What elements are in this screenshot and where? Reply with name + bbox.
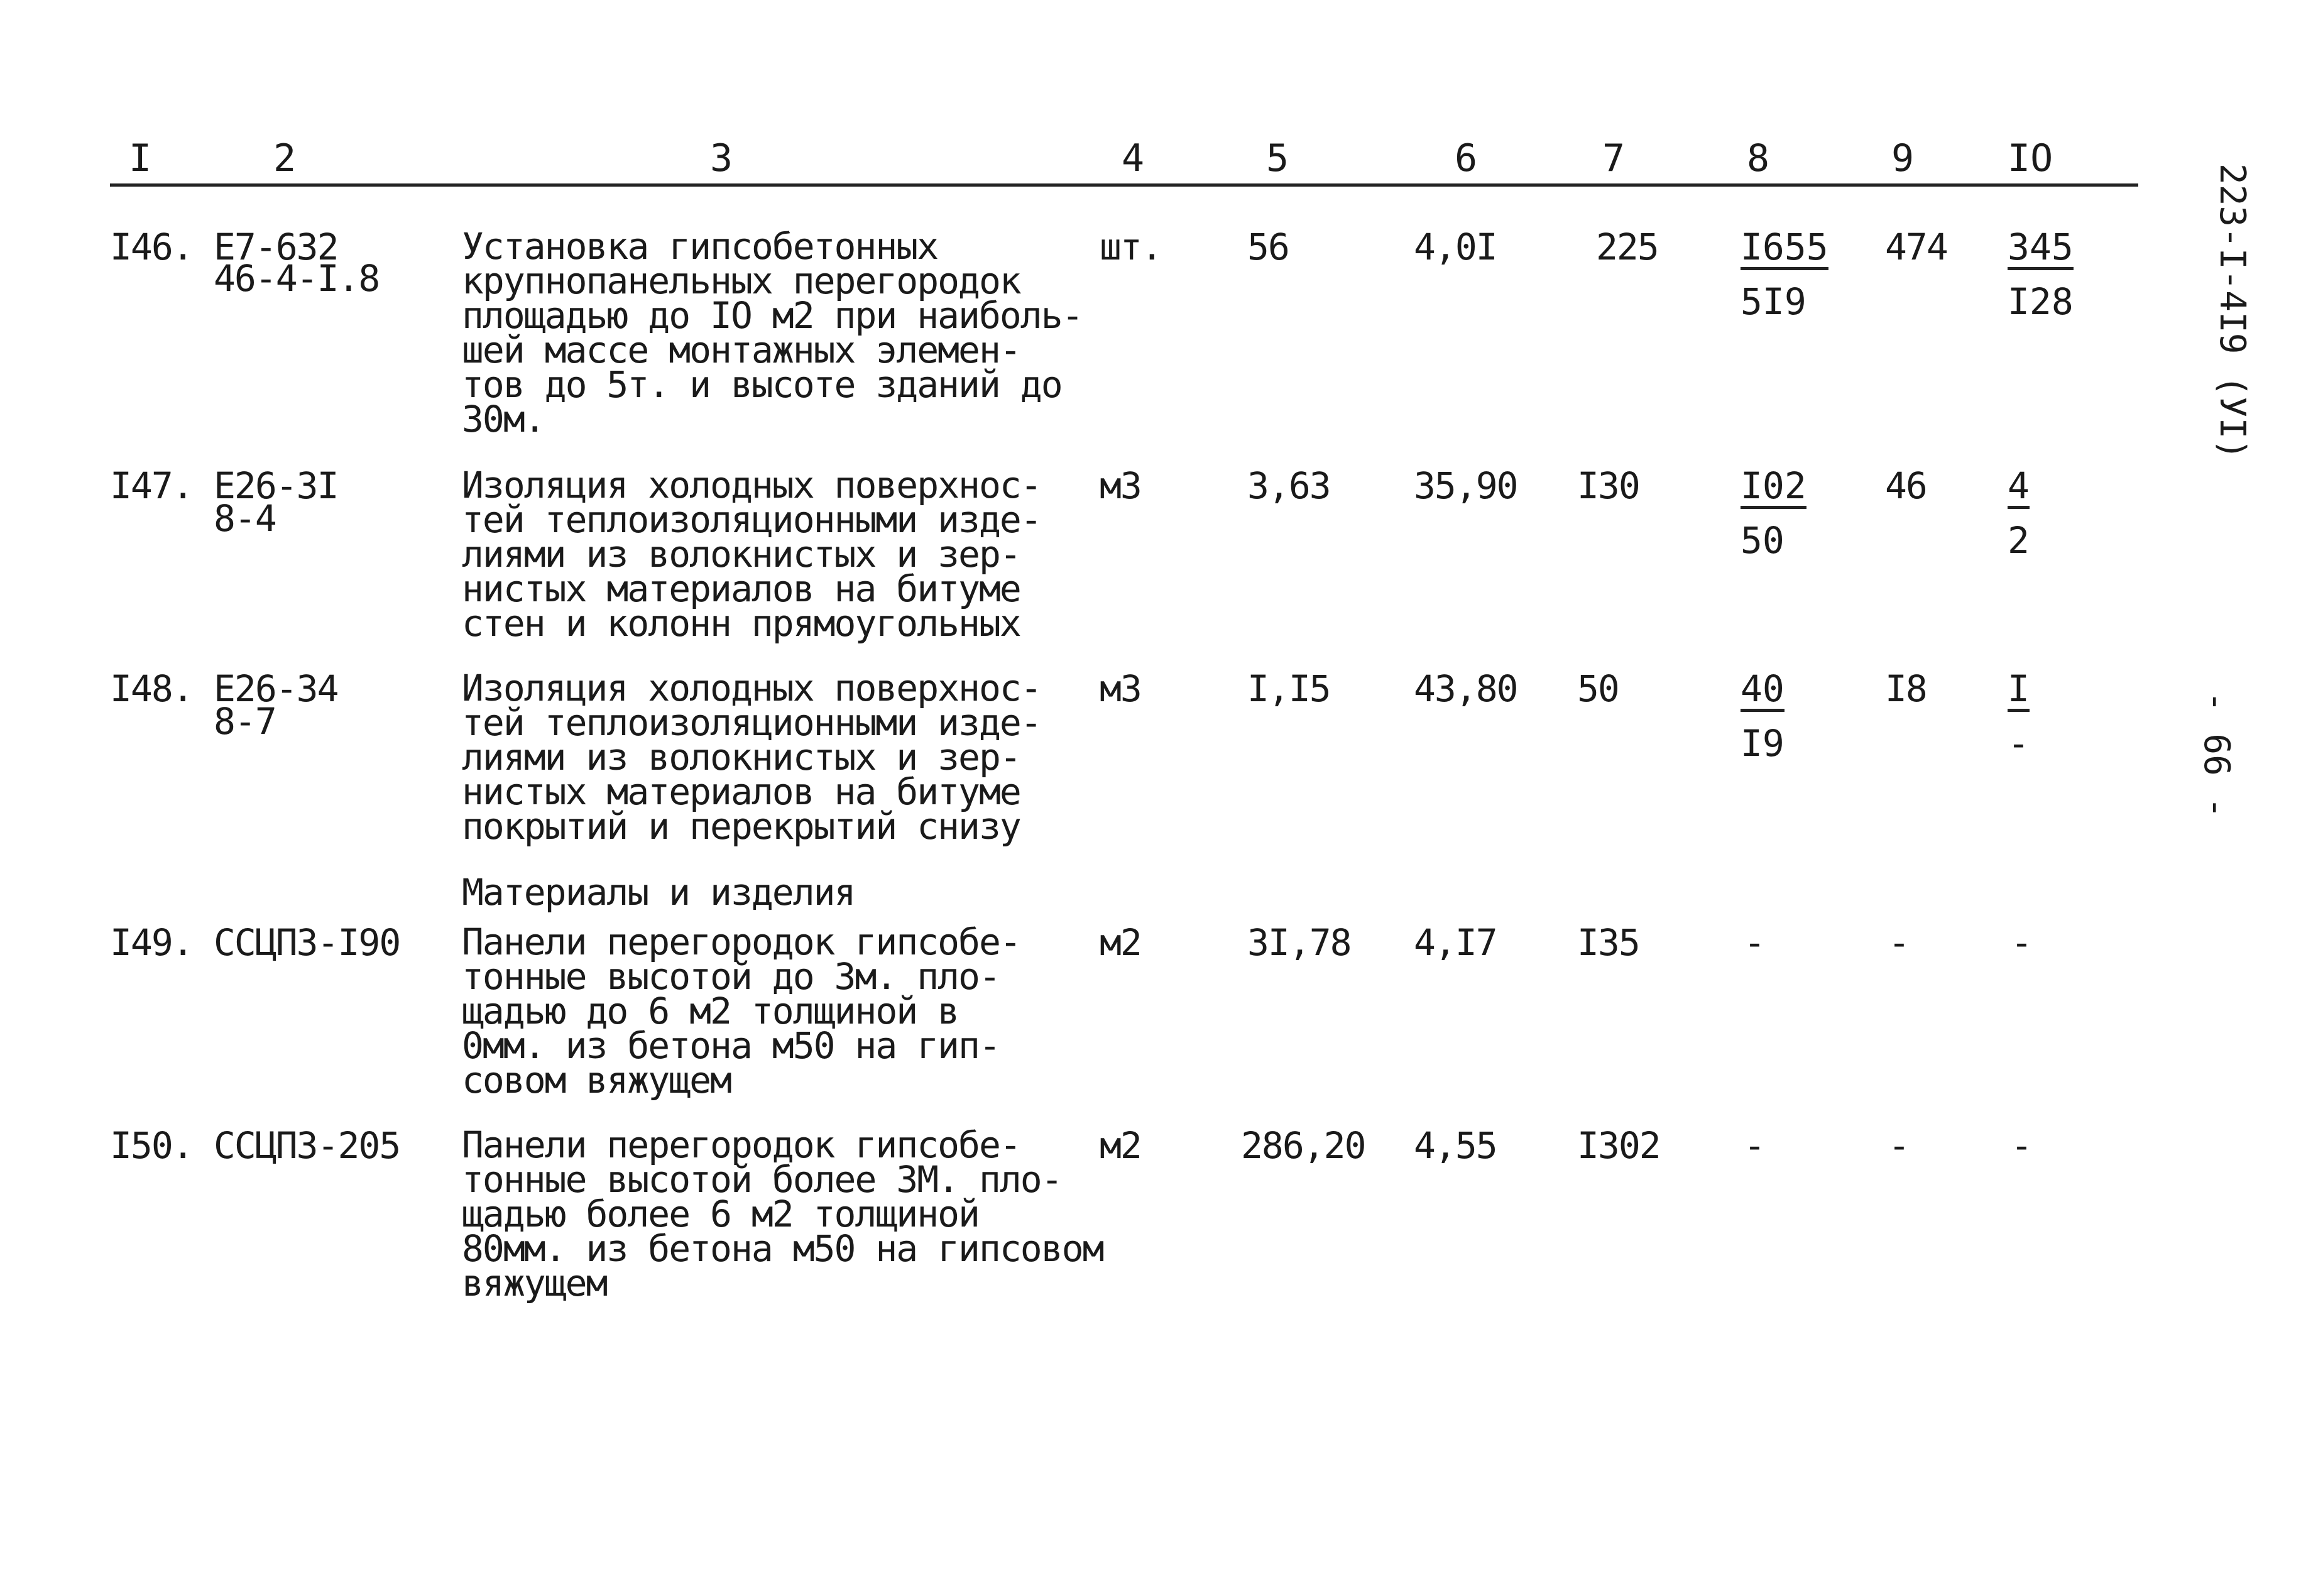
col5-cell: I,I5 bbox=[1247, 667, 1330, 710]
col5-cell: 3I,78 bbox=[1247, 921, 1351, 964]
fraction-denominator: 2 bbox=[2008, 519, 2030, 562]
description-line: нистых материалов на битуме bbox=[462, 567, 1020, 610]
col5-cell: 56 bbox=[1247, 226, 1289, 268]
column-header-1: I bbox=[129, 136, 152, 180]
description-line: тей теплоизоляционными изде- bbox=[462, 498, 1041, 541]
description-line: тонные высотой до 3м. пло- bbox=[462, 955, 1000, 998]
description-line: Изоляция холодных поверхнос- bbox=[462, 667, 1041, 709]
col6-cell: 4,55 bbox=[1414, 1124, 1497, 1167]
col9-cell: - bbox=[1888, 921, 1909, 964]
row-number: I49. bbox=[110, 921, 193, 964]
row-number: I46. bbox=[110, 226, 193, 268]
description-line: щадью до 6 м2 толщиной в bbox=[462, 990, 959, 1032]
unit-cell: м2 bbox=[1100, 1124, 1141, 1167]
col5-cell: 3,63 bbox=[1247, 464, 1330, 507]
col10-fraction bbox=[2008, 464, 2096, 562]
description-line: 80мм. из бетона м50 на гипсовом bbox=[462, 1227, 1103, 1270]
col9-cell: 46 bbox=[1885, 464, 1927, 507]
fraction-numerator: I02 bbox=[1741, 468, 1806, 509]
col6-cell: 4,I7 bbox=[1414, 921, 1497, 964]
col6-cell: 35,90 bbox=[1414, 464, 1517, 507]
col5-cell: 286,20 bbox=[1241, 1124, 1365, 1167]
column-header-4: 4 bbox=[1122, 136, 1145, 180]
description-line: тов до 5т. и высоте зданий до bbox=[462, 363, 1062, 406]
norm-code: E26-3I bbox=[214, 464, 338, 507]
col9-cell: - bbox=[1888, 1124, 1909, 1167]
fraction-numerator: 40 bbox=[1741, 671, 1785, 712]
unit-cell: м3 bbox=[1100, 667, 1141, 710]
col10-cell: - bbox=[2011, 921, 2031, 964]
norm-code-sub: 8-7 bbox=[214, 700, 276, 743]
row-description bbox=[462, 667, 1128, 848]
description-line: покрытий и перекрытий снизу bbox=[462, 805, 1020, 848]
fraction-numerator: 4 bbox=[2008, 468, 2030, 509]
header-rule bbox=[110, 183, 2138, 187]
description-line: площадью до IO м2 при наиболь- bbox=[462, 294, 1083, 337]
description-line: стен и колонн прямоугольных bbox=[462, 602, 1020, 645]
description-line: вяжущем bbox=[462, 1262, 607, 1304]
page-number: - 66 - bbox=[2196, 691, 2237, 819]
row-number: I48. bbox=[110, 667, 193, 710]
unit-cell: шт. bbox=[1100, 226, 1162, 268]
column-header-9: 9 bbox=[1891, 136, 1915, 180]
column-header-6: 6 bbox=[1455, 136, 1478, 180]
description-line: тонные высотой более 3М. пло- bbox=[462, 1158, 1062, 1201]
col8-cell: - bbox=[1744, 921, 1764, 964]
column-header-5: 5 bbox=[1266, 136, 1289, 180]
col7-cell: I302 bbox=[1577, 1124, 1660, 1167]
description-line: щадью более 6 м2 толщиной bbox=[462, 1193, 979, 1235]
column-header-2: 2 bbox=[273, 136, 297, 180]
col10-fraction bbox=[2008, 226, 2096, 323]
fraction-denominator: I9 bbox=[1741, 722, 1785, 765]
description-line: тей теплоизоляционными изде- bbox=[462, 701, 1041, 744]
column-header-10: IO bbox=[2008, 136, 2053, 180]
col7-cell: I35 bbox=[1577, 921, 1639, 964]
unit-cell: м3 bbox=[1100, 464, 1141, 507]
norm-code-sub: 46-4-I.8 bbox=[214, 257, 380, 300]
col8-fraction bbox=[1741, 464, 1828, 562]
fraction-denominator: - bbox=[2008, 722, 2030, 765]
description-line: 30м. bbox=[462, 398, 545, 440]
description-line: совом вяжущем bbox=[462, 1059, 731, 1101]
fraction-denominator: I28 bbox=[2008, 280, 2074, 323]
norm-code: E7-632 bbox=[214, 226, 338, 268]
fraction-denominator: 5I9 bbox=[1741, 280, 1806, 323]
column-header-3: 3 bbox=[710, 136, 733, 180]
col10-fraction bbox=[2008, 667, 2096, 765]
col7-cell: 225 bbox=[1596, 226, 1658, 268]
col6-cell: 43,80 bbox=[1414, 667, 1517, 710]
col6-cell: 4,0I bbox=[1414, 226, 1497, 268]
fraction-numerator: I bbox=[2008, 671, 2030, 712]
description-line: Установка гипсобетонных bbox=[462, 225, 938, 268]
col7-cell: I30 bbox=[1577, 464, 1639, 507]
description-line: Панели перегородок гипсобе- bbox=[462, 921, 1020, 963]
norm-code-sub: 8-4 bbox=[214, 497, 276, 540]
row-number: I47. bbox=[110, 464, 193, 507]
unit-cell: м2 bbox=[1100, 921, 1141, 964]
row-description bbox=[462, 921, 1128, 1101]
description-line: крупнопанельных перегородок bbox=[462, 260, 1020, 302]
row-description bbox=[462, 464, 1128, 645]
norm-code: ССЦПЗ-I90 bbox=[214, 921, 400, 964]
section-heading: Материалы и изделия bbox=[462, 871, 855, 914]
fraction-numerator: 345 bbox=[2008, 229, 2074, 270]
description-line: шей массе монтажных элемен- bbox=[462, 329, 1020, 371]
column-header-8: 8 bbox=[1747, 136, 1770, 180]
column-header-7: 7 bbox=[1602, 136, 1626, 180]
row-number: I50. bbox=[110, 1124, 193, 1167]
fraction-numerator: I655 bbox=[1741, 229, 1828, 270]
description-line: нистых материалов на битуме bbox=[462, 770, 1020, 813]
row-description bbox=[462, 1123, 1128, 1304]
norm-code: E26-34 bbox=[214, 667, 338, 710]
description-line: Изоляция холодных поверхнос- bbox=[462, 464, 1041, 506]
fraction-denominator: 50 bbox=[1741, 519, 1785, 562]
description-line: Панели перегородок гипсобе- bbox=[462, 1123, 1020, 1166]
norm-code: ССЦПЗ-205 bbox=[214, 1124, 400, 1167]
description-line: лиями из волокнистых и зер- bbox=[462, 533, 1020, 576]
col8-fraction bbox=[1741, 226, 1828, 323]
col8-fraction bbox=[1741, 667, 1828, 765]
col9-cell: 474 bbox=[1885, 226, 1947, 268]
row-description bbox=[462, 225, 1128, 440]
description-line: лиями из волокнистых и зер- bbox=[462, 736, 1020, 779]
col9-cell: I8 bbox=[1885, 667, 1927, 710]
document-code-label: 223-I-4I9 (УI) bbox=[2212, 163, 2253, 461]
description-line: 0мм. из бетона м50 на гип- bbox=[462, 1024, 1000, 1067]
col10-cell: - bbox=[2011, 1124, 2031, 1167]
col7-cell: 50 bbox=[1577, 667, 1619, 710]
col8-cell: - bbox=[1744, 1124, 1764, 1167]
